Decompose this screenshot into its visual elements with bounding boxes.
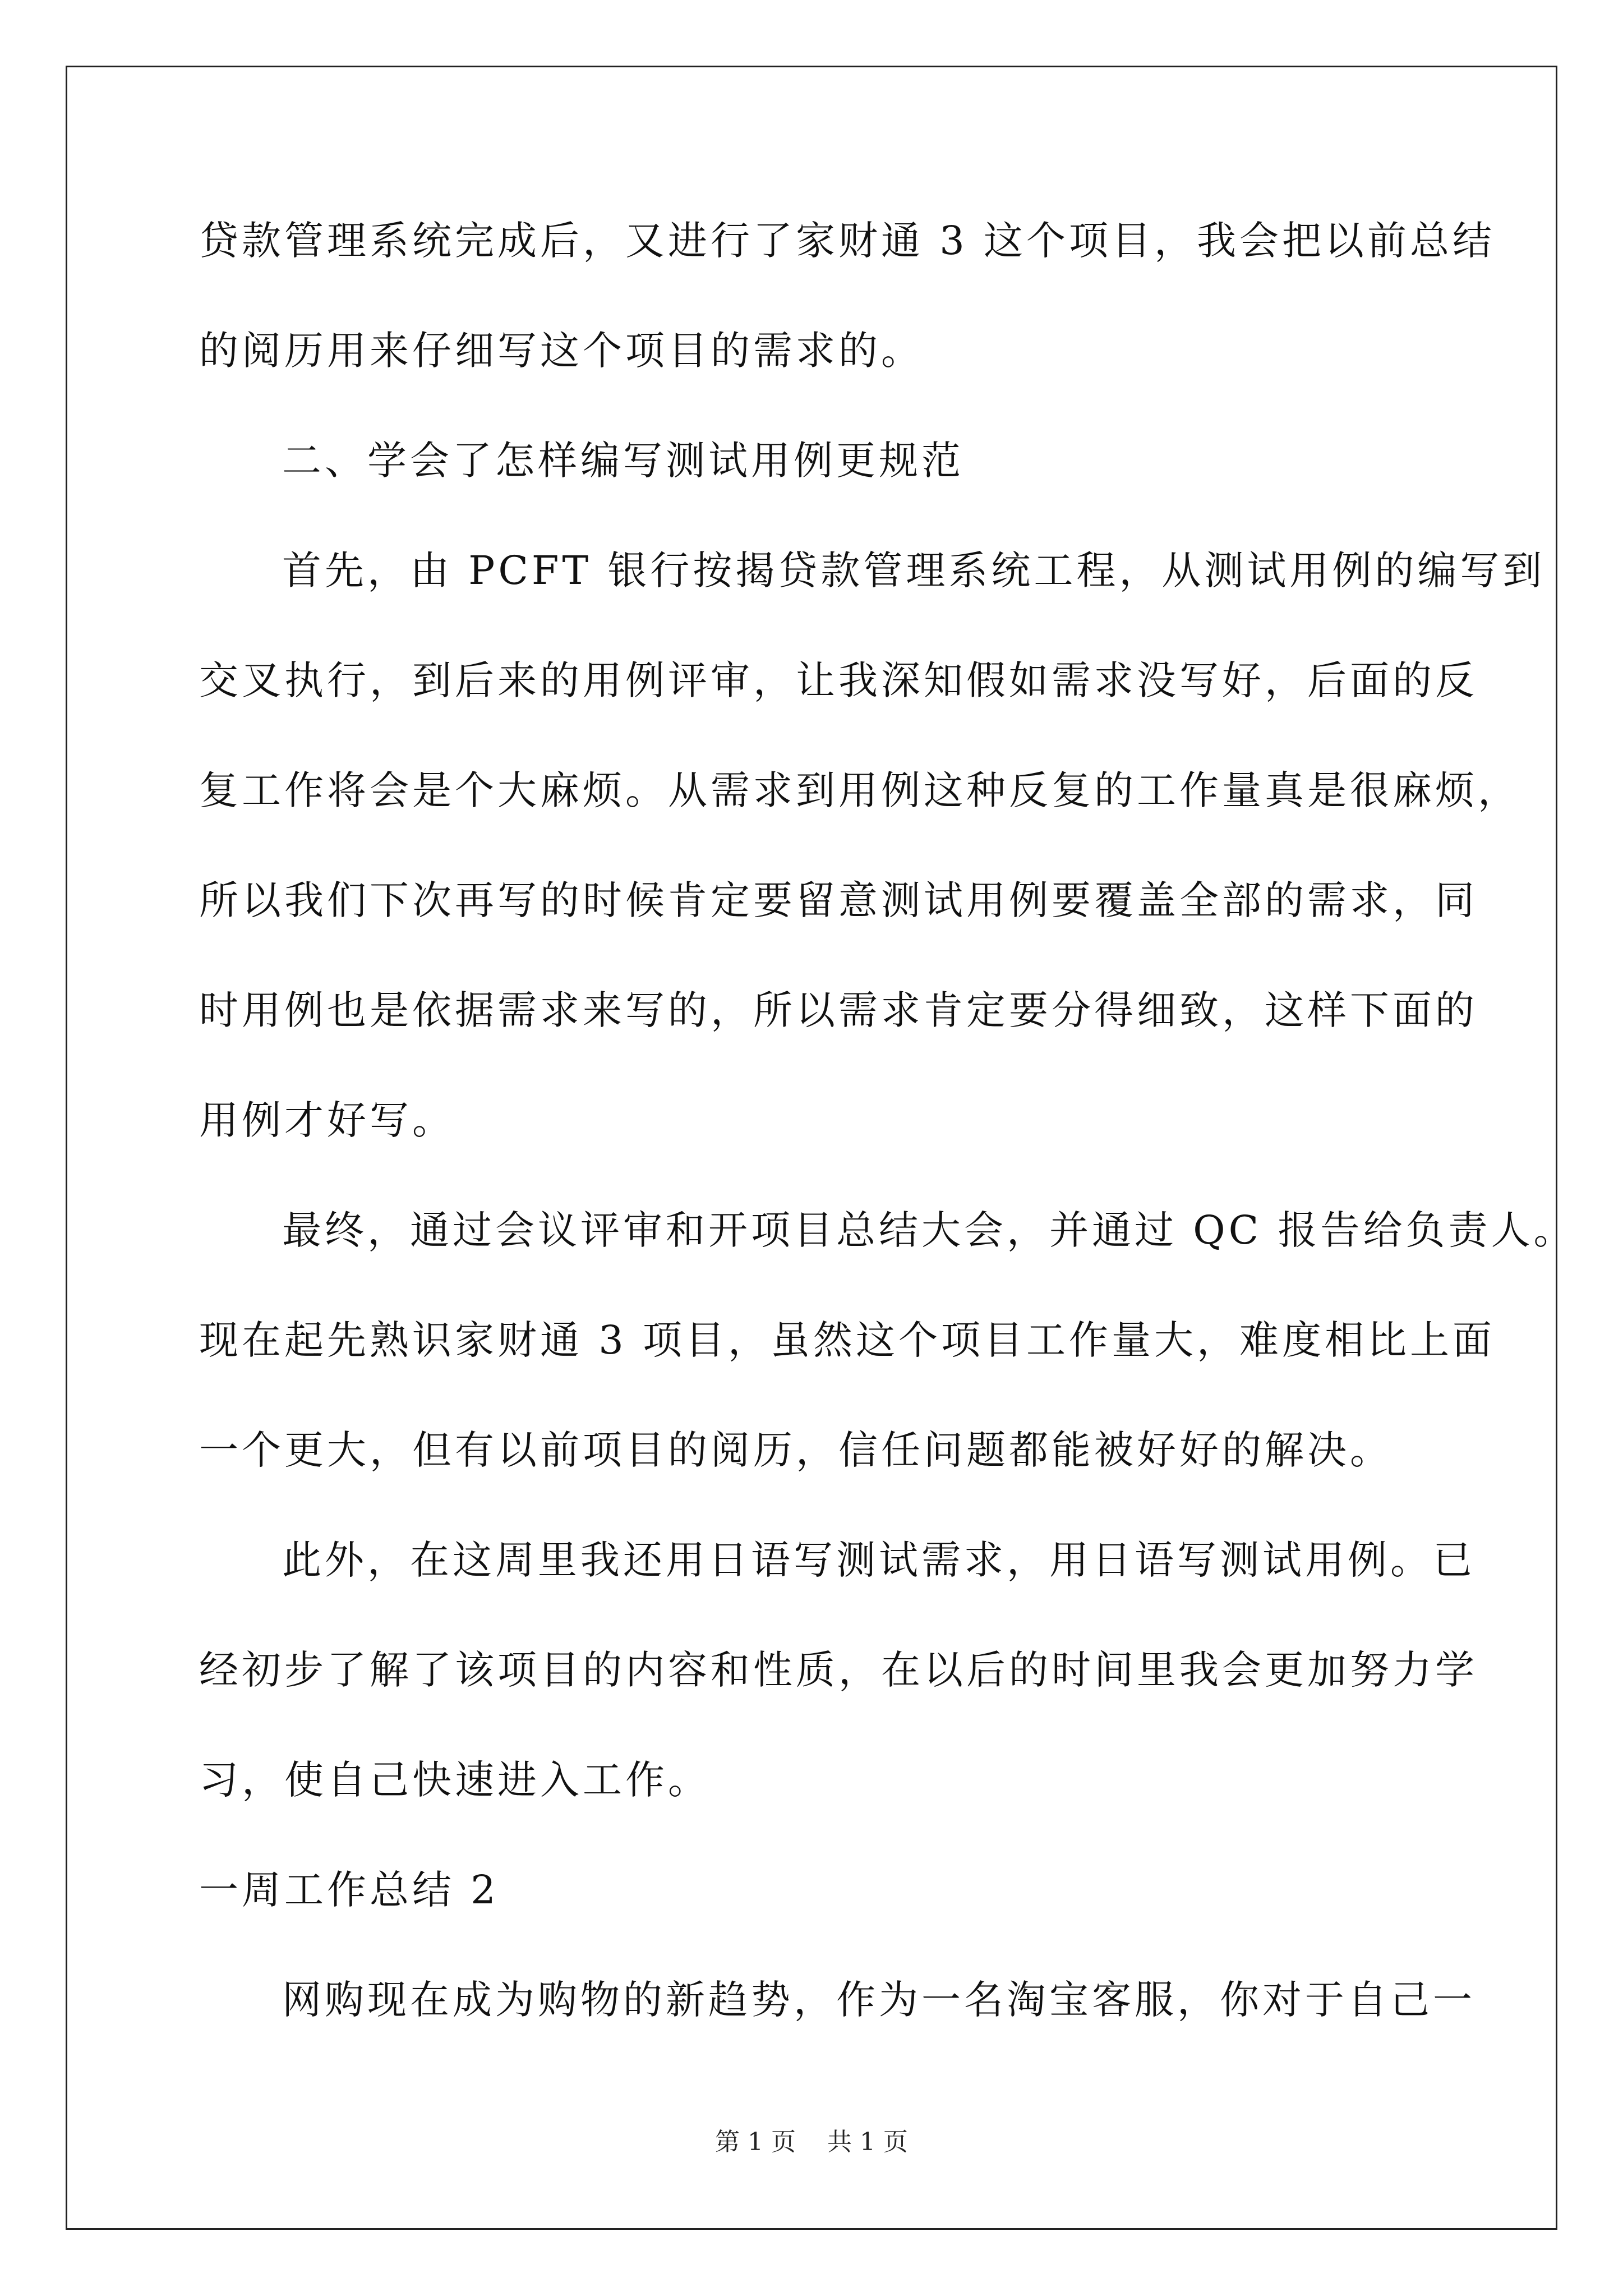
paragraph-line: 所以我们下次再写的时候肯定要留意测试用例要覆盖全部的需求，同 [199, 877, 1478, 923]
section-heading: 二、学会了怎样编写测试用例更规范 [282, 438, 964, 484]
paragraph-line: 用例才好写。 [199, 1097, 455, 1143]
paragraph-line: 此外，在这周里我还用日语写测试需求，用日语写测试用例。已 [282, 1537, 1476, 1583]
paragraph-line: 贷款管理系统完成后，又进行了家财通 3 这个项目，我会把以前总结 [199, 218, 1496, 264]
paragraph-line: 首先，由 PCFT 银行按揭贷款管理系统工程，从测试用例的编写到 [282, 547, 1546, 593]
paragraph-line: 复工作将会是个大麻烦。从需求到用例这种反复的工作量真是很麻烦， [199, 767, 1520, 813]
section-title: 一周工作总结 2 [199, 1867, 499, 1913]
page-footer: 第 1 页 共 1 页 [715, 2128, 908, 2156]
paragraph-line: 网购现在成为购物的新趋势，作为一名淘宝客服，你对于自己一 [282, 1977, 1476, 2023]
paragraph-line: 一个更大，但有以前项目的阅历，信任问题都能被好好的解决。 [199, 1427, 1393, 1473]
document-body [199, 218, 1576, 2023]
paragraph-line: 习，使自己快速进入工作。 [199, 1757, 711, 1803]
paragraph-line: 经初步了解了该项目的内容和性质，在以后的时间里我会更加努力学 [199, 1647, 1478, 1693]
paragraph-line: 最终，通过会议评审和开项目总结大会，并通过 QC 报告给负责人。 [282, 1207, 1576, 1253]
paragraph-line: 交叉执行，到后来的用例评审，让我深知假如需求没写好，后面的反 [199, 657, 1478, 703]
paragraph-line: 现在起先熟识家财通 3 项目，虽然这个项目工作量大，难度相比上面 [199, 1317, 1496, 1363]
paragraph-line: 时用例也是依据需求来写的，所以需求肯定要分得细致，这样下面的 [199, 987, 1478, 1033]
paragraph-line: 的阅历用来仔细写这个项目的需求的。 [199, 328, 924, 374]
